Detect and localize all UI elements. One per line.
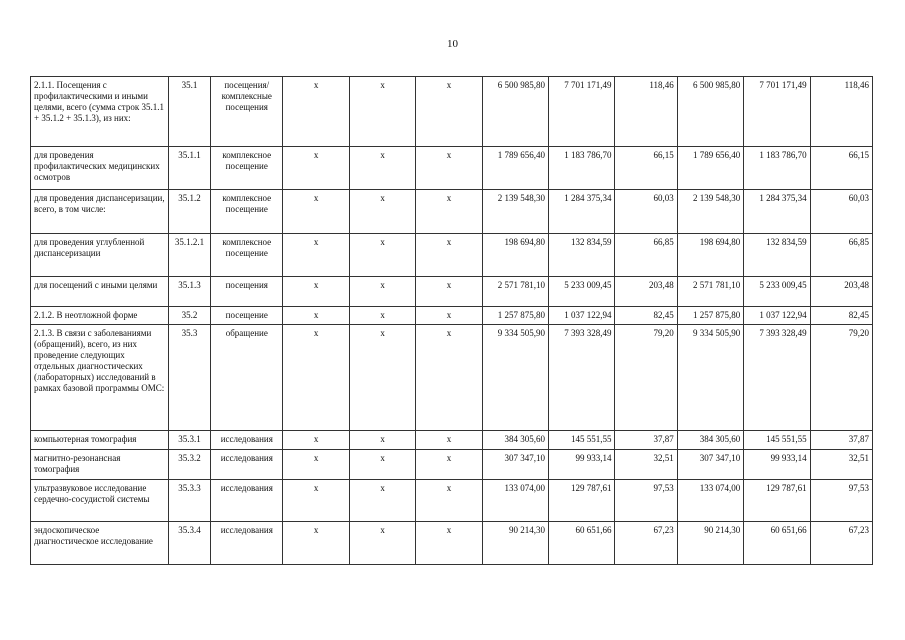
row-code: 35.1.2 xyxy=(168,190,210,234)
row-percent-1: 66,15 xyxy=(615,147,677,190)
table-row xyxy=(31,522,873,565)
row-value-2: 7 701 171,49 xyxy=(549,77,615,147)
row-value-4: 145 551,55 xyxy=(744,431,810,450)
row-name: для проведения диспансеризации, всего, в том числе: xyxy=(31,190,169,234)
row-value-2: 145 551,55 xyxy=(549,431,615,450)
row-percent-2: 60,03 xyxy=(810,190,872,234)
report-table xyxy=(30,76,873,565)
row-x2: х xyxy=(349,480,415,522)
row-value-3: 1 789 656,40 xyxy=(677,147,743,190)
row-value-4: 129 787,61 xyxy=(744,480,810,522)
row-x2: х xyxy=(349,325,415,431)
row-unit: посещения/ комплексные посещения xyxy=(211,77,283,147)
row-value-3: 198 694,80 xyxy=(677,234,743,277)
row-value-4: 7 393 328,49 xyxy=(744,325,810,431)
row-percent-1: 60,03 xyxy=(615,190,677,234)
table-row xyxy=(31,77,873,147)
row-name: 2.1.2. В неотложной форме xyxy=(31,307,169,325)
row-value-2: 1 284 375,34 xyxy=(549,190,615,234)
row-x3: х xyxy=(416,522,482,565)
row-value-2: 99 933,14 xyxy=(549,450,615,480)
row-unit: исследования xyxy=(211,431,283,450)
row-percent-2: 32,51 xyxy=(810,450,872,480)
row-x3: х xyxy=(416,77,482,147)
row-percent-2: 82,45 xyxy=(810,307,872,325)
row-unit: исследования xyxy=(211,450,283,480)
row-x3: х xyxy=(416,325,482,431)
row-x2: х xyxy=(349,277,415,307)
row-code: 35.3 xyxy=(168,325,210,431)
table-row xyxy=(31,277,873,307)
row-value-1: 307 347,10 xyxy=(482,450,548,480)
row-name: для посещений с иными целями xyxy=(31,277,169,307)
row-value-4: 7 701 171,49 xyxy=(744,77,810,147)
row-percent-2: 66,15 xyxy=(810,147,872,190)
row-x2: х xyxy=(349,431,415,450)
row-value-1: 9 334 505,90 xyxy=(482,325,548,431)
row-percent-2: 79,20 xyxy=(810,325,872,431)
table-row xyxy=(31,450,873,480)
table-row xyxy=(31,147,873,190)
row-value-4: 5 233 009,45 xyxy=(744,277,810,307)
row-value-2: 132 834,59 xyxy=(549,234,615,277)
row-percent-2: 37,87 xyxy=(810,431,872,450)
row-x3: х xyxy=(416,147,482,190)
row-x1: х xyxy=(283,450,349,480)
table-row xyxy=(31,431,873,450)
row-value-4: 60 651,66 xyxy=(744,522,810,565)
row-x3: х xyxy=(416,190,482,234)
row-value-4: 132 834,59 xyxy=(744,234,810,277)
row-value-2: 1 037 122,94 xyxy=(549,307,615,325)
row-x2: х xyxy=(349,234,415,277)
row-value-1: 198 694,80 xyxy=(482,234,548,277)
row-value-1: 133 074,00 xyxy=(482,480,548,522)
row-x2: х xyxy=(349,147,415,190)
row-name: 2.1.3. В связи с заболеваниями (обращений), всего, из них проведение следующих отдельных диагностических (лабораторных) исследований в рамках базовой программы ОМС: xyxy=(31,325,169,431)
row-x2: х xyxy=(349,77,415,147)
row-x3: х xyxy=(416,307,482,325)
row-x3: х xyxy=(416,480,482,522)
row-x1: х xyxy=(283,190,349,234)
row-name: для проведения углубленной диспансеризации xyxy=(31,234,169,277)
row-percent-2: 118,46 xyxy=(810,77,872,147)
row-x2: х xyxy=(349,450,415,480)
row-value-3: 6 500 985,80 xyxy=(677,77,743,147)
table-row xyxy=(31,325,873,431)
table-row xyxy=(31,480,873,522)
row-name: для проведения профилактических медицинских осмотров xyxy=(31,147,169,190)
row-percent-1: 67,23 xyxy=(615,522,677,565)
row-unit: комплексное посещение xyxy=(211,190,283,234)
row-value-3: 9 334 505,90 xyxy=(677,325,743,431)
row-x1: х xyxy=(283,480,349,522)
row-value-2: 7 393 328,49 xyxy=(549,325,615,431)
row-value-2: 5 233 009,45 xyxy=(549,277,615,307)
row-unit: исследования xyxy=(211,480,283,522)
row-value-3: 1 257 875,80 xyxy=(677,307,743,325)
row-x3: х xyxy=(416,431,482,450)
row-x2: х xyxy=(349,522,415,565)
row-value-3: 2 139 548,30 xyxy=(677,190,743,234)
row-percent-2: 67,23 xyxy=(810,522,872,565)
row-percent-1: 118,46 xyxy=(615,77,677,147)
row-code: 35.3.3 xyxy=(168,480,210,522)
page-number: 10 xyxy=(447,38,458,50)
row-x1: х xyxy=(283,522,349,565)
row-name: компьютерная томография xyxy=(31,431,169,450)
row-value-3: 307 347,10 xyxy=(677,450,743,480)
row-percent-1: 203,48 xyxy=(615,277,677,307)
row-unit: посещения xyxy=(211,277,283,307)
table-row xyxy=(31,234,873,277)
row-code: 35.1 xyxy=(168,77,210,147)
row-x1: х xyxy=(283,277,349,307)
row-value-1: 1 257 875,80 xyxy=(482,307,548,325)
row-x1: х xyxy=(283,307,349,325)
row-percent-2: 66,85 xyxy=(810,234,872,277)
row-unit: комплексное посещение xyxy=(211,234,283,277)
row-code: 35.1.3 xyxy=(168,277,210,307)
row-name: эндоскопическое диагностическое исследование xyxy=(31,522,169,565)
row-percent-2: 203,48 xyxy=(810,277,872,307)
row-value-1: 90 214,30 xyxy=(482,522,548,565)
row-value-1: 2 139 548,30 xyxy=(482,190,548,234)
row-value-1: 384 305,60 xyxy=(482,431,548,450)
row-value-1: 2 571 781,10 xyxy=(482,277,548,307)
row-value-2: 1 183 786,70 xyxy=(549,147,615,190)
row-x3: х xyxy=(416,234,482,277)
row-value-4: 1 037 122,94 xyxy=(744,307,810,325)
row-code: 35.1.1 xyxy=(168,147,210,190)
row-code: 35.1.2.1 xyxy=(168,234,210,277)
row-unit: посещение xyxy=(211,307,283,325)
row-percent-1: 97,53 xyxy=(615,480,677,522)
row-value-1: 1 789 656,40 xyxy=(482,147,548,190)
row-value-3: 133 074,00 xyxy=(677,480,743,522)
row-unit: комплексное посещение xyxy=(211,147,283,190)
row-x2: х xyxy=(349,307,415,325)
table-row xyxy=(31,307,873,325)
row-percent-1: 66,85 xyxy=(615,234,677,277)
row-name: магнитно-резонансная томография xyxy=(31,450,169,480)
row-x3: х xyxy=(416,277,482,307)
row-value-3: 90 214,30 xyxy=(677,522,743,565)
row-value-4: 99 933,14 xyxy=(744,450,810,480)
row-code: 35.3.4 xyxy=(168,522,210,565)
row-percent-2: 97,53 xyxy=(810,480,872,522)
table-row xyxy=(31,190,873,234)
row-value-2: 129 787,61 xyxy=(549,480,615,522)
row-x1: х xyxy=(283,77,349,147)
row-value-2: 60 651,66 xyxy=(549,522,615,565)
row-percent-1: 32,51 xyxy=(615,450,677,480)
row-value-3: 384 305,60 xyxy=(677,431,743,450)
row-x3: х xyxy=(416,450,482,480)
row-code: 35.3.2 xyxy=(168,450,210,480)
row-x1: х xyxy=(283,325,349,431)
row-x1: х xyxy=(283,234,349,277)
row-code: 35.3.1 xyxy=(168,431,210,450)
row-x1: х xyxy=(283,147,349,190)
row-unit: исследования xyxy=(211,522,283,565)
row-value-1: 6 500 985,80 xyxy=(482,77,548,147)
row-x2: х xyxy=(349,190,415,234)
row-percent-1: 82,45 xyxy=(615,307,677,325)
row-unit: обращение xyxy=(211,325,283,431)
row-value-4: 1 284 375,34 xyxy=(744,190,810,234)
row-value-4: 1 183 786,70 xyxy=(744,147,810,190)
row-code: 35.2 xyxy=(168,307,210,325)
row-name: 2.1.1. Посещения с профилактическими и иными целями, всего (сумма строк 35.1.1 + 35.1.2 + 35.1.3), из них: xyxy=(31,77,169,147)
row-x1: х xyxy=(283,431,349,450)
row-value-3: 2 571 781,10 xyxy=(677,277,743,307)
row-percent-1: 37,87 xyxy=(615,431,677,450)
row-percent-1: 79,20 xyxy=(615,325,677,431)
row-name: ультразвуковое исследование сердечно-сосудистой системы xyxy=(31,480,169,522)
